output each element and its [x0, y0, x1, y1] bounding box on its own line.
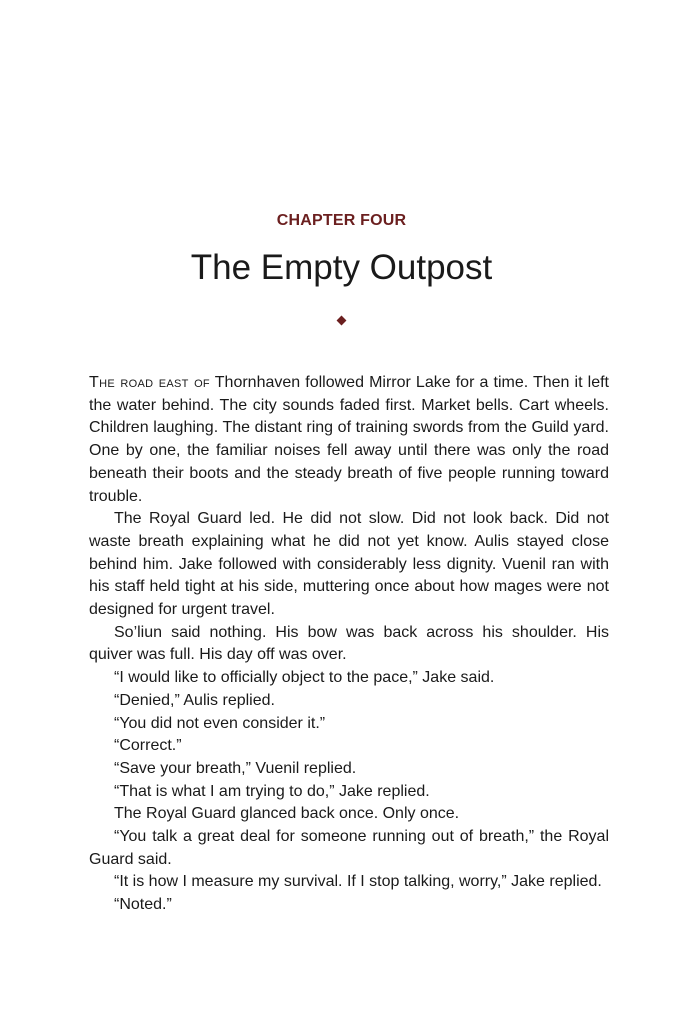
paragraph: “Save your breath,” Vuenil replied.: [114, 759, 357, 777]
chapter-label: CHAPTER FOUR: [276, 212, 407, 229]
chapter-title: The Empty Outpost: [190, 248, 493, 287]
paragraph: “I would like to officially object to the pace,” Jake said.: [114, 669, 495, 687]
paragraph: The Royal Guard glanced back once. Only once.: [114, 805, 460, 823]
paragraph: “You did not even consider it.”: [114, 714, 326, 732]
paragraph: The Royal Guard led. He did not slow. Did not look back. Did not waste breath explaining what he did not yet know. Aulis stayed close behind him. Jake followed with considerably less dignity. Vuenil ran with his staff held tight at his side, muttering once about how mages were not designed for urgent travel.: [89, 510, 609, 619]
paragraph: So’liun said nothing. His bow was back across his shoulder. His quiver was full. His day off was over.: [89, 623, 609, 664]
opening-text: Thornhaven followed Mirror Lake for a time. Then it left the water behind. The city sounds faded first. Market bells. Cart wheels. Children laughing. The distant ring of training swords from the Guild yard. One by one, the familiar noises fell away until there was only the road beneath their boots and the steady breath of five people running toward trouble.: [89, 374, 609, 505]
opening-smallcaps: The road east of: [89, 374, 210, 391]
paragraph: “You talk a great deal for someone running out of breath,” the Royal Guard said.: [89, 828, 609, 868]
paragraph: “Denied,” Aulis replied.: [114, 691, 275, 709]
opening-paragraph: [89, 372, 609, 508]
diamond-ornament-icon: [336, 316, 346, 326]
paragraph: “Correct.”: [114, 737, 182, 755]
chapter-body: [89, 372, 609, 917]
paragraph: “That is what I am trying to do,” Jake replied.: [114, 782, 430, 800]
paragraph: “Noted.”: [114, 896, 172, 914]
paragraph: “It is how I measure my survival. If I stop talking, worry,” Jake replied.: [114, 873, 602, 891]
